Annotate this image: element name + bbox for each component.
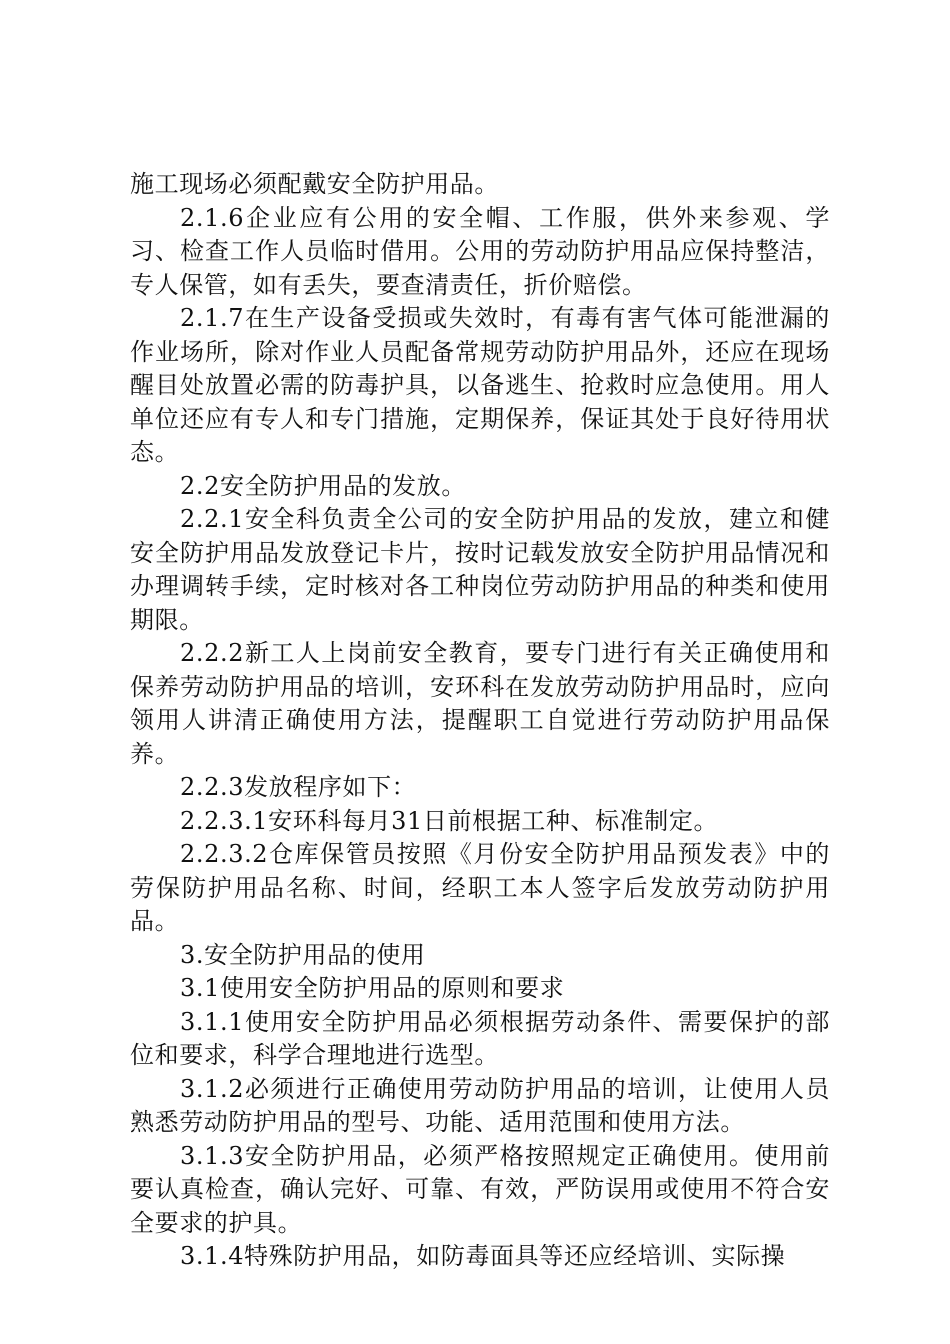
paragraph-2-2-3-1: 2.2.3.1安环科每月31日前根据工种、标准制定。: [180, 806, 719, 835]
paragraph-3-1-3: 3.1.3安全防护用品，必须严格按照规定正确使用。使用前要认真检查，确认完好、可靠、有效，严防误用或使用不符合安全要求的护具。: [130, 1141, 830, 1237]
paragraph-continuation: 施工现场必须配戴安全防护用品。: [130, 170, 499, 198]
paragraph-2-1-6: 2.1.6企业应有公用的安全帽、工作服，供外来参观、学习、检查工作人员临时借用。公用的劳动防护用品应保持整洁，专人保管，如有丢失，要查清责任，折价赔偿。: [130, 203, 830, 299]
document-body: [130, 168, 830, 1274]
section-heading-3: 3.安全防护用品的使用: [180, 940, 426, 969]
paragraph-3-1-1: 3.1.1使用安全防护用品必须根据劳动条件、需要保护的部位和要求，科学合理地进行选型。: [130, 1007, 830, 1069]
paragraph-2-2-2: 2.2.2新工人上岗前安全教育，要专门进行有关正确使用和保养劳动防护用品的培训，安环科在发放劳动防护用品时，应向领用人讲清正确使用方法，提醒职工自觉进行劳动防护用品保养。: [130, 639, 830, 768]
paragraph-3-1-2: 3.1.2必须进行正确使用劳动防护用品的培训，让使用人员熟悉劳动防护用品的型号、功能、适用范围和使用方法。: [130, 1074, 830, 1136]
paragraph-2-2-3: 2.2.3发放程序如下：: [180, 773, 417, 801]
paragraph-2-1-7: 2.1.7在生产设备受损或失效时，有毒有害气体可能泄漏的作业场所，除对作业人员配备常规劳动防护用品外，还应在现场醒目处放置必需的防毒护具，以备逃生、抢救时应急使用。用人单位还应有专人和专门措施，定期保养，保证其处于良好待用状态。: [130, 304, 830, 466]
paragraph-2-2-3-2: 2.2.3.2仓库保管员按照《月份安全防护用品预发表》中的劳保防护用品名称、时间，经职工本人签字后发放劳动防护用品。: [130, 840, 830, 935]
paragraph-2-2-1: 2.2.1安全科负责全公司的安全防护用品的发放，建立和健安全防护用品发放登记卡片，按时记载发放安全防护用品情况和办理调转手续，定时核对各工种岗位劳动防护用品的种类和使用期限。: [130, 505, 830, 634]
section-heading-2-2: 2.2安全防护用品的发放。: [180, 471, 466, 500]
paragraph-3-1-4: 3.1.4特殊防护用品，如防毒面具等还应经培训、实际操: [180, 1242, 786, 1270]
section-heading-3-1: 3.1使用安全防护用品的原则和要求: [180, 974, 565, 1002]
